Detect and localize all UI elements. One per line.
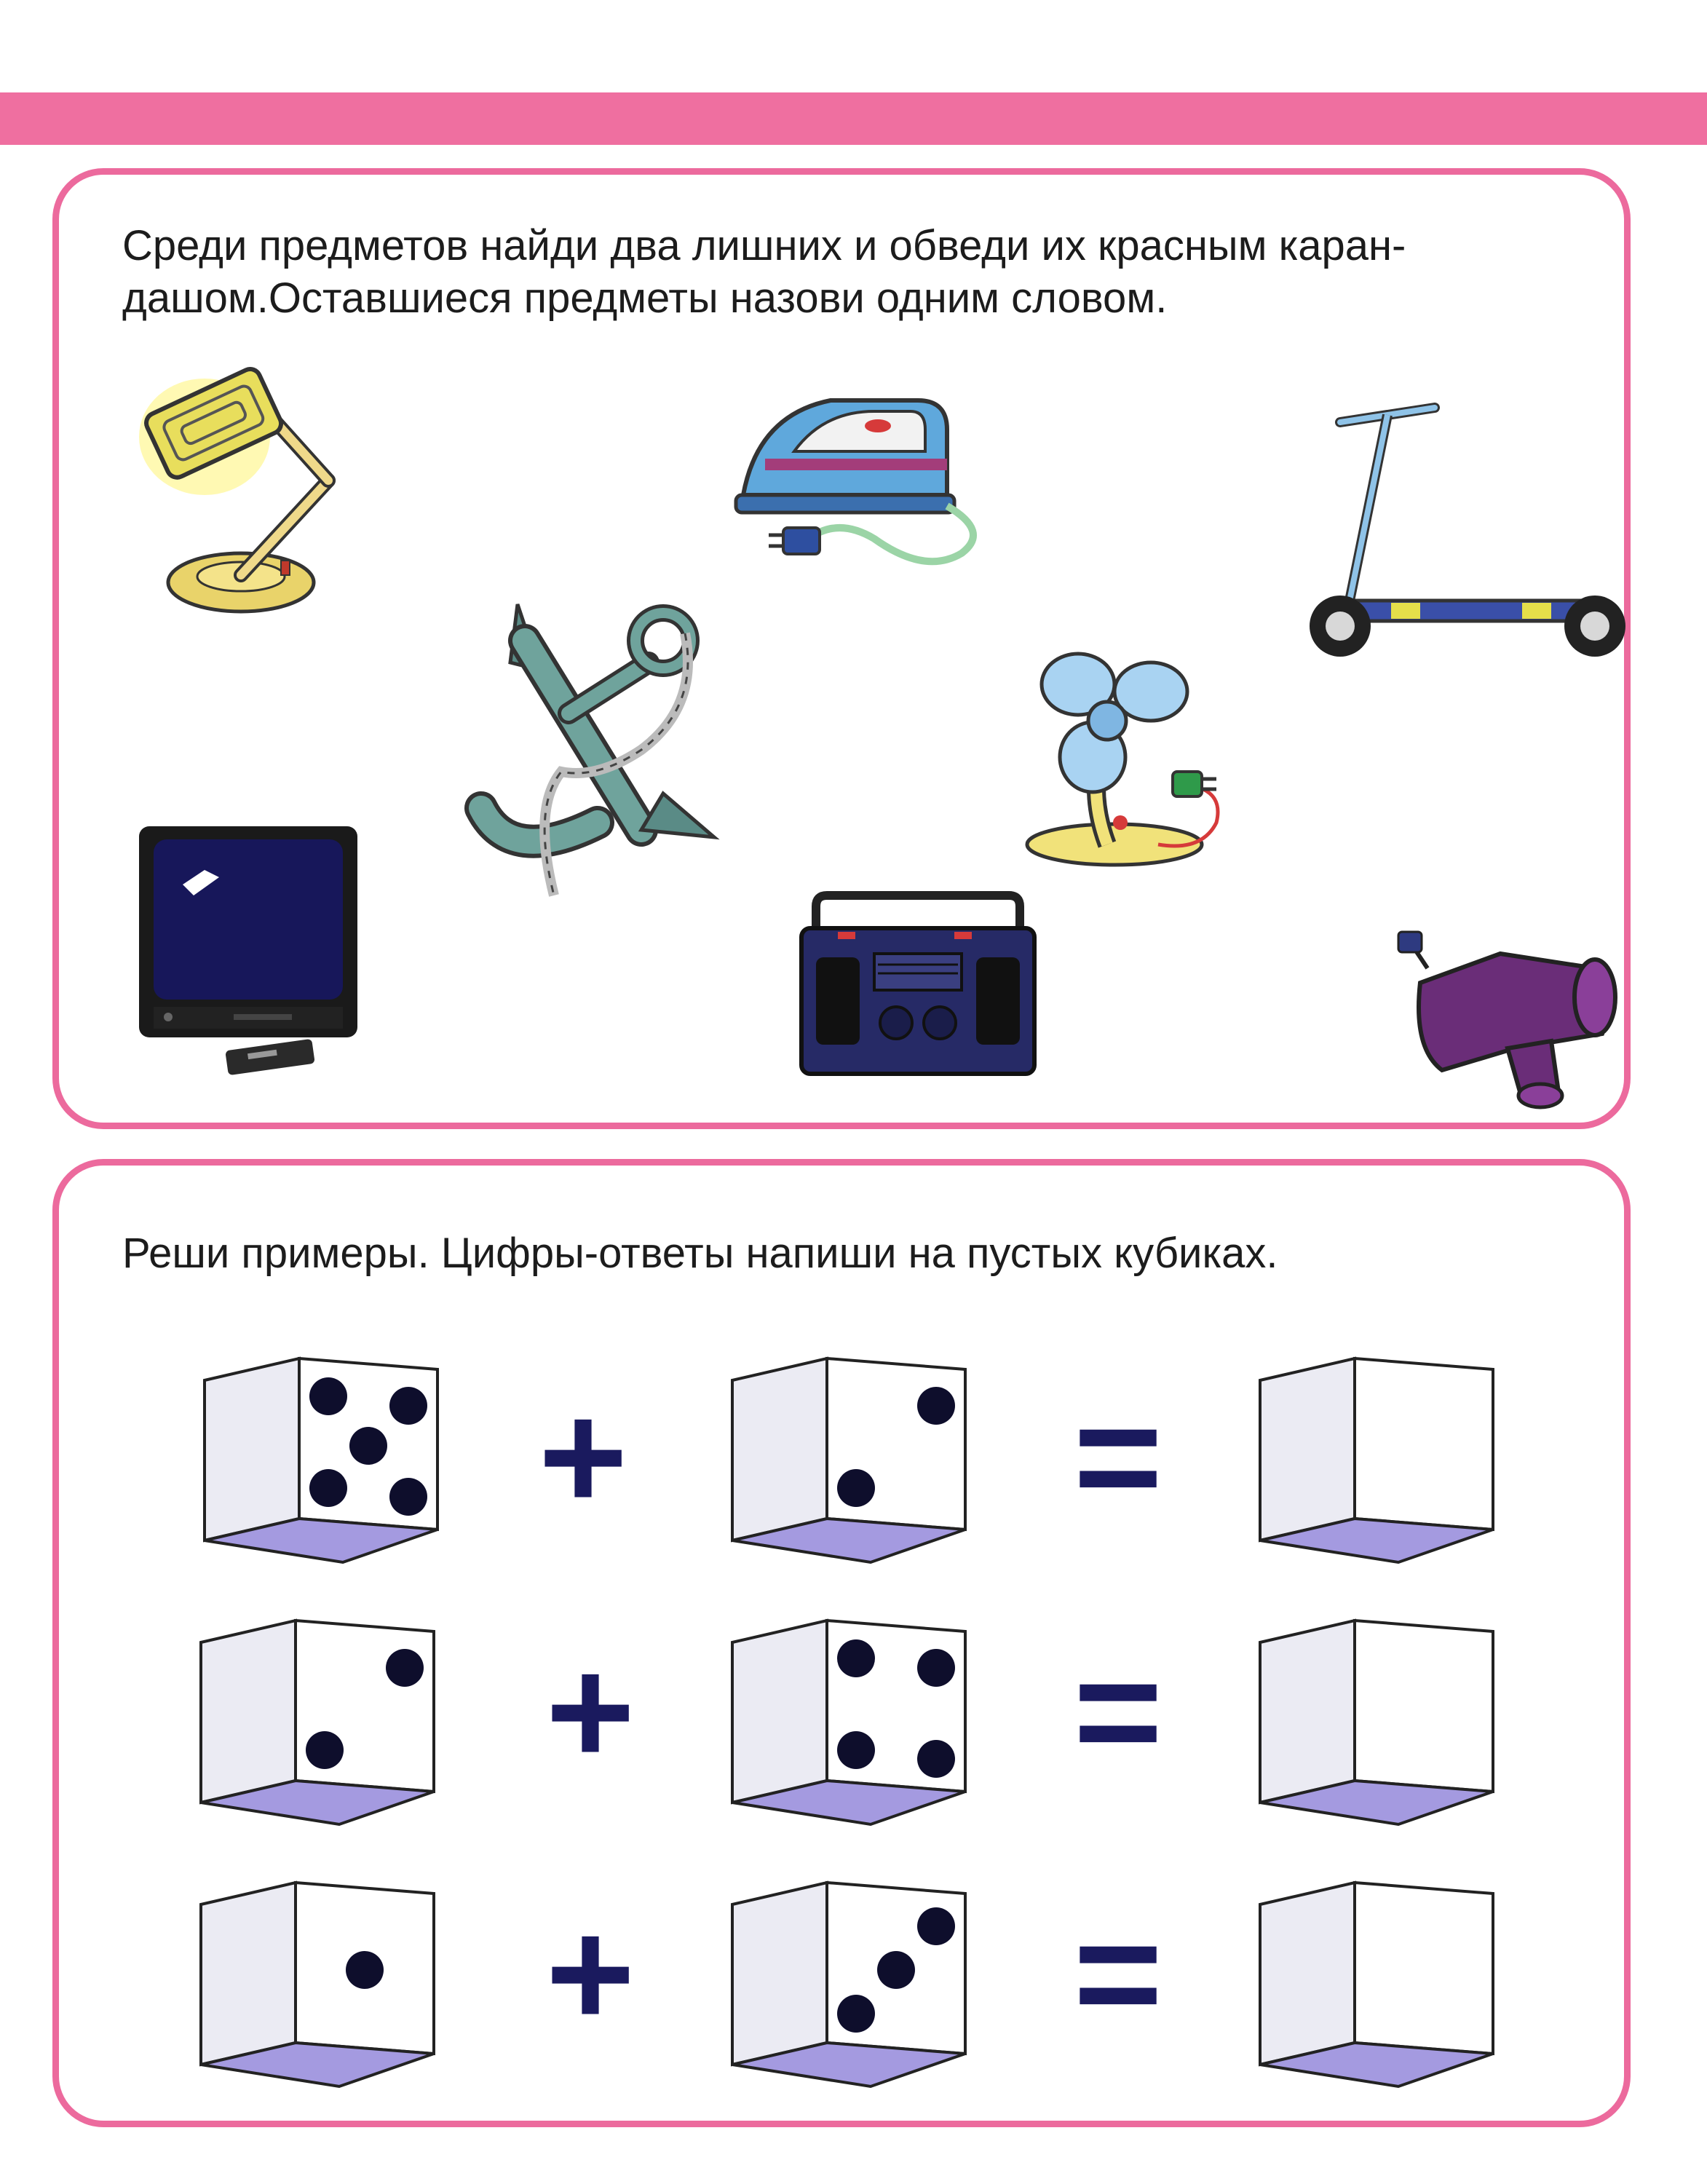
plus-sign-3: + bbox=[545, 1888, 635, 2059]
die-2b-four bbox=[725, 1613, 973, 1832]
plus-sign-1: + bbox=[538, 1371, 628, 1542]
iron-picture[interactable] bbox=[714, 371, 1020, 575]
die-3a-one bbox=[194, 1875, 441, 2094]
tv-picture[interactable] bbox=[124, 819, 430, 1081]
desk-lamp-picture[interactable] bbox=[117, 364, 423, 626]
task1-instruction-line1: Среди предметов найди два лишних и обведи их красным каран- bbox=[122, 222, 1406, 269]
task1-instruction-line2: дашом.Оставшиеся предметы назови одним словом. bbox=[122, 274, 1168, 322]
task-dice-sums-panel bbox=[52, 1159, 1631, 2127]
task-odd-one-out-panel bbox=[52, 168, 1631, 1129]
answer-die-1[interactable] bbox=[1253, 1351, 1500, 1570]
task2-instruction: Реши примеры. Цифры-ответы напиши на пустых кубиках. bbox=[122, 1230, 1278, 1277]
equals-sign-1: = bbox=[1073, 1371, 1163, 1542]
equals-sign-3: = bbox=[1073, 1888, 1163, 2059]
electric-fan-picture[interactable] bbox=[998, 641, 1245, 881]
die-1a-five bbox=[197, 1351, 445, 1570]
top-pink-band bbox=[0, 92, 1707, 145]
answer-die-2[interactable] bbox=[1253, 1613, 1500, 1832]
answer-die-3[interactable] bbox=[1253, 1875, 1500, 2094]
hair-dryer-picture[interactable] bbox=[1384, 925, 1631, 1114]
die-2a-two bbox=[194, 1613, 441, 1832]
plus-sign-2: + bbox=[545, 1626, 635, 1797]
radio-picture[interactable] bbox=[794, 885, 1042, 1081]
equals-sign-2: = bbox=[1073, 1626, 1163, 1797]
scooter-picture[interactable] bbox=[1289, 393, 1639, 684]
task1-instruction bbox=[122, 220, 1578, 325]
die-3b-three bbox=[725, 1875, 973, 2094]
anchor-picture[interactable] bbox=[423, 590, 758, 910]
die-1b-two bbox=[725, 1351, 973, 1570]
